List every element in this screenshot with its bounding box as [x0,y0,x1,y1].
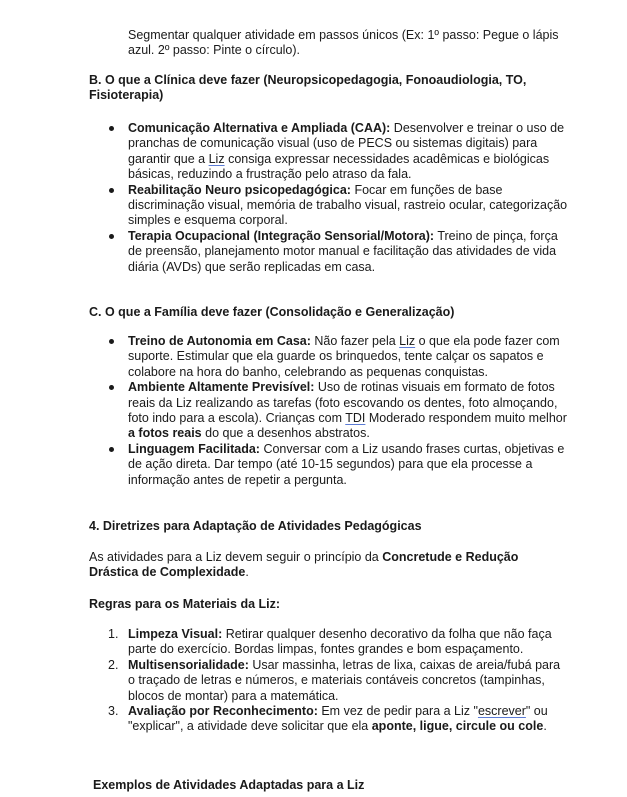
item-text: Não fazer pela [310,334,400,348]
item-text: o que ela pode fazer com suporte. Estimular que ela guarde os brinquedos, tente calçar os sapatos e colabore na hora do banho, celebrando as pequenas conquistas. [128,334,560,379]
paragraph-text: As atividades para a Liz devem seguir o princípio da [89,550,383,564]
item-text: Uso de rotinas visuais em formato de fotos reais da Liz realizando as tarefas (foto escovando os dentes, foto almoçando, foto indo para a escola). Crianças com [128,380,558,426]
item-text: Usar massinha, letras de lixa, caixas de areia/fubá para o traçado de letras e números, e materiais contáveis concretos (tampinhas, blocos de montar) para a matemática. [128,657,561,703]
list-item [128,229,568,275]
item-text: Focar em funções de base discriminação visual, memória de trabalho visual, rastreio ocular, categorização simples e esquema corporal. [128,182,568,228]
list-item [108,657,568,704]
item-lead: Avaliação por Reconhecimento: [128,704,318,719]
item-text: do que a desenhos abstratos. [201,426,370,441]
section-b-list [128,121,568,275]
item-text: Moderado respondem muito melhor [365,411,567,426]
spellcheck-word: Liz [399,334,416,348]
rules-list [108,627,568,735]
item-lead: Multisensorialidade: [128,657,249,672]
list-number: 1. [108,627,119,641]
section-4-heading: 4. Diretrizes para Adaptação de Atividades Pedagógicas [89,519,422,533]
spellcheck-word: Liz [208,151,225,166]
section-c-list [128,334,568,488]
list-item [128,380,568,442]
intro-continuation: Segmentar qualquer atividade em passos únicos (Ex: 1º passo: Pegue o lápis azul. 2º passo: Pinte o círculo). [128,28,559,58]
list-item [128,121,568,183]
item-lead: Ambiente Altamente Previsível: [128,380,315,395]
item-text: Conversar com a Liz usando frases curtas, objetivas e de ação direta. Dar tempo (até 10-15 segundos) para que ela processe a informação antes de repetir a pergunta. [128,441,565,487]
list-number: 3. [108,704,119,719]
item-text: . [543,719,547,734]
item-lead: Treino de Autonomia em Casa: [128,334,311,348]
spellcheck-word: TDI [345,411,366,426]
section-c-heading: C. O que a Família deve fazer (Consolidação e Generalização) [89,305,455,319]
item-text: Treino de pinça, força de preensão, planejamento motor manual e facilitação das atividades de vida diária (AVDs) que serão replicadas em casa. [128,228,558,274]
list-item [108,704,568,735]
item-text: Em vez de pedir para a Liz " [317,704,478,719]
list-number: 2. [108,657,119,672]
item-lead: Comunicação Alternativa e Ampliada (CAA): [128,121,391,135]
item-text: Retirar qualquer desenho decorativo da folha que não faça parte do exercício. Bordas limpas, fontes grandes e bom espaçamento. [128,627,552,657]
list-item [128,183,568,229]
item-emphasis: a fotos reais [128,426,202,441]
list-item [108,627,568,658]
item-lead: Reabilitação Neuro psicopedagógica: [128,182,351,197]
paragraph-text: . [245,565,249,580]
item-text: consiga expressar necessidades acadêmicas e biológicas básicas, reduzindo a frustração pelo atraso da fala. [128,151,550,182]
spellcheck-word: escrever [477,704,526,719]
list-item [128,442,568,488]
item-emphasis: aponte, ligue, circule ou cole [371,719,544,734]
section-b-heading: B. O que a Clínica deve fazer (Neuropsicopedagogia, Fonoaudiologia, TO, Fisioterapia) [89,73,527,103]
item-text: Desenvolver e treinar o uso de pranchas de comunicação visual (uso de PECS ou sistemas digitais) para garantir que a [128,121,565,166]
item-text: " ou "explicar", a atividade deve solicitar que ela [128,704,548,734]
item-lead: Linguagem Facilitada: [128,441,260,456]
section-4-paragraph [89,550,564,581]
examples-heading: Exemplos de Atividades Adaptadas para a Liz [93,778,365,792]
list-item [128,334,568,380]
rules-heading: Regras para os Materiais da Liz: [89,597,281,611]
item-lead: Terapia Ocupacional (Integração Sensorial/Motora): [128,228,435,243]
item-lead: Limpeza Visual: [128,627,223,641]
paragraph-emphasis: Concretude e Redução Drástica de Complexidade [89,550,519,580]
